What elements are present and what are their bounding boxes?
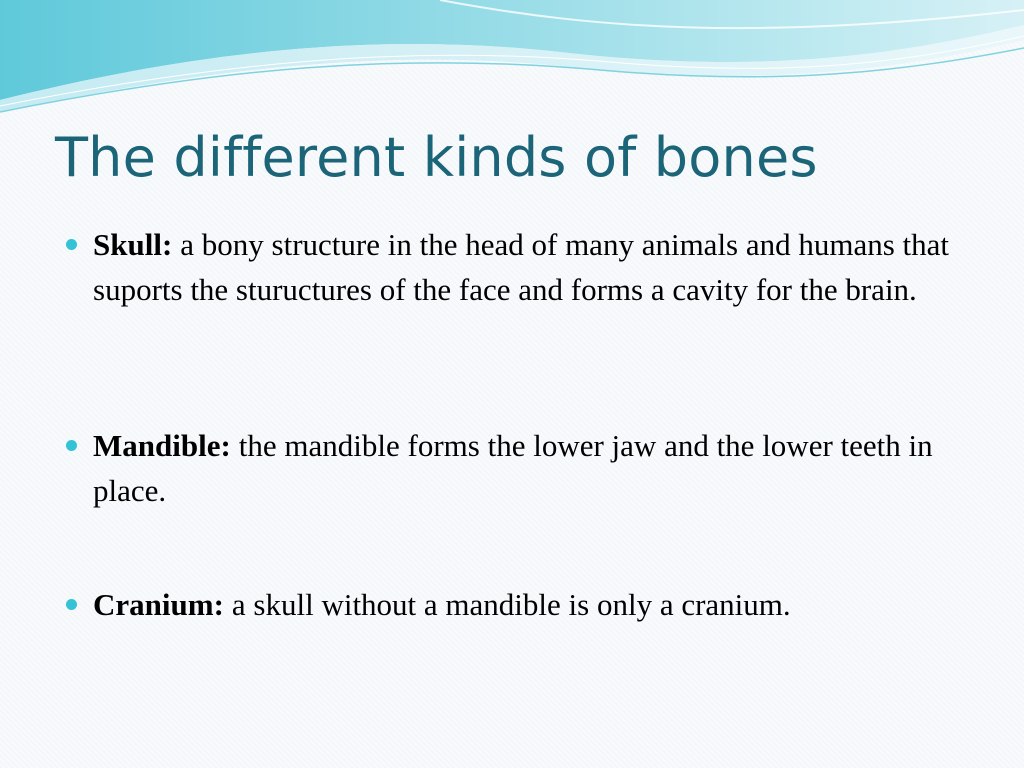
- bullet-text: a skull without a mandible is only a cranium.: [231, 587, 791, 622]
- bullet-item-mandible: [60, 423, 993, 513]
- bullet-dot-icon: [66, 239, 77, 250]
- bullet-text: the mandible forms the lower jaw and the lower teeth in place.: [93, 428, 933, 508]
- slide-title: The different kinds of bones: [55, 126, 818, 189]
- bullet-item-cranium: [60, 582, 993, 627]
- bullet-term: Skull:: [93, 227, 173, 262]
- bullet-term: Cranium:: [93, 587, 224, 622]
- bullet-text: a bony structure in the head of many animals and humans that suports the stuructures of the face and forms a cavity for the brain.: [93, 227, 950, 307]
- bullet-term: Mandible:: [93, 428, 231, 463]
- bullet-item-skull: [60, 222, 993, 312]
- wave-header-decoration: [0, 0, 1024, 130]
- bullet-dot-icon: [66, 599, 77, 610]
- bullet-dot-icon: [66, 440, 77, 451]
